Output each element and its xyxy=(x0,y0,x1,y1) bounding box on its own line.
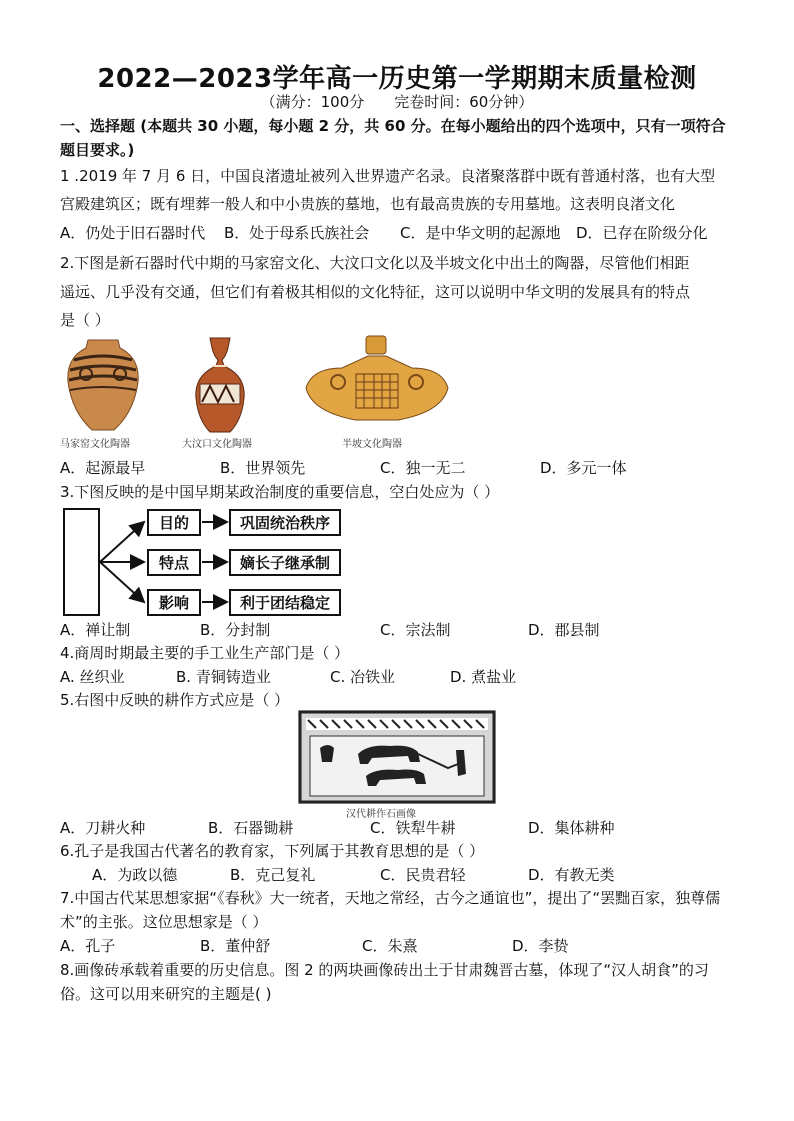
q5-option-d[interactable]: D．集体耕种 xyxy=(528,819,615,837)
q7-option-d[interactable]: D．李贽 xyxy=(512,937,569,955)
q7-option-a[interactable]: A．孔子 xyxy=(60,937,116,955)
q6-option-a[interactable]: A．为政以德 xyxy=(92,866,178,884)
plowing-stone-relief-image xyxy=(298,710,496,804)
q1-option-c[interactable]: C．是中华文明的起源地 xyxy=(400,224,561,242)
exam-info xyxy=(0,91,794,112)
pottery-caption-dawenkou: 大汶口文化陶器 xyxy=(182,439,252,450)
q2-option-b[interactable]: B．世界领先 xyxy=(220,459,306,477)
question-7-text-cont: 术”的主张。这位思想家是（ ） xyxy=(60,913,268,931)
score-info: （满分：100分 xyxy=(260,93,365,111)
q6-option-c[interactable]: C．民贵君轻 xyxy=(380,866,466,884)
q4-option-b[interactable]: B. 青铜铸造业 xyxy=(176,668,271,686)
q3-option-a[interactable]: A．禅让制 xyxy=(60,621,131,639)
q1-option-d[interactable]: D．已存在阶级分化 xyxy=(576,224,708,242)
q6-option-d[interactable]: D．有教无类 xyxy=(528,866,615,884)
q5-option-a[interactable]: A．刀耕火种 xyxy=(60,819,146,837)
q2-option-c[interactable]: C．独一无二 xyxy=(380,459,466,477)
diagram-blank-box xyxy=(63,508,100,616)
page-title: 2022—2023学年高一历史第一学期期末质量检测 xyxy=(97,64,697,94)
q7-option-c[interactable]: C．朱熹 xyxy=(362,937,418,955)
question-2-text-end: 是（ ） xyxy=(60,311,110,329)
relief-caption: 汉代耕作石画像 xyxy=(346,809,416,820)
q1-option-a[interactable]: A．仍处于旧石器时代 xyxy=(60,224,206,242)
section-heading-cont: 题目要求。) xyxy=(60,141,135,159)
q4-option-d[interactable]: D. 煮盐业 xyxy=(450,668,517,686)
time-info: 完卷时间：60分钟） xyxy=(394,93,534,111)
diagram-value-impact: 利于团结稳定 xyxy=(229,589,341,616)
question-8-text-cont: 俗。这可以用来研究的主题是( ) xyxy=(60,985,272,1003)
majiayao-pottery-image xyxy=(58,334,148,434)
diagram-value-feature: 嫡长子继承制 xyxy=(229,549,341,576)
question-8-text: 8.画像砖承载着重要的历史信息。图 2 的两块画像砖出土于甘肃魏晋古墓，体现了“汉人胡食”的习 xyxy=(60,961,709,979)
diagram-label-impact: 影响 xyxy=(147,589,201,616)
q3-option-b[interactable]: B．分封制 xyxy=(200,621,271,639)
diagram-label-feature: 特点 xyxy=(147,549,201,576)
section-heading: 一、选择题 (本题共 30 小题，每小题 2 分，共 60 分。在每小题给出的四个选项中，只有一项符合 xyxy=(60,117,726,135)
q3-option-c[interactable]: C．宗法制 xyxy=(380,621,451,639)
diagram-right-arrows xyxy=(201,506,231,618)
question-7-text: 7.中国古代某思想家据“《春秋》大一统者，天地之常经，古今之通谊也”，提出了“罢黜百家，独尊儒 xyxy=(60,889,721,907)
q3-option-d[interactable]: D．郡县制 xyxy=(528,621,600,639)
q2-option-d[interactable]: D．多元一体 xyxy=(540,459,627,477)
question-5-text: 5.右图中反映的耕作方式应是（ ） xyxy=(60,691,290,709)
question-1-text: 1 .2019 年 7 月 6 日，中国良渚遗址被列入世界遗产名录。良渚聚落群中既有普通村落，也有大型 xyxy=(60,167,716,185)
banpo-pottery-image xyxy=(302,334,452,432)
diagram-label-purpose: 目的 xyxy=(147,509,201,536)
question-1-text-cont: 宫殿建筑区；既有埋葬一般人和中小贵族的墓地，也有最高贵族的专用墓地。这表明良渚文化 xyxy=(60,195,676,213)
diagram-value-purpose: 巩固统治秩序 xyxy=(229,509,341,536)
q6-option-b[interactable]: B．克己复礼 xyxy=(230,866,316,884)
q4-option-a[interactable]: A. 丝织业 xyxy=(60,668,125,686)
diagram-arrows xyxy=(98,506,150,618)
q4-option-c[interactable]: C. 冶铁业 xyxy=(330,668,396,686)
pottery-caption-banpo: 半坡文化陶器 xyxy=(342,439,402,450)
q5-option-b[interactable]: B．石器锄耕 xyxy=(208,819,294,837)
q7-option-b[interactable]: B．董仲舒 xyxy=(200,937,271,955)
q2-option-a[interactable]: A．起源最早 xyxy=(60,459,146,477)
question-3-text: 3.下图反映的是中国早期某政治制度的重要信息，空白处应为（ ） xyxy=(60,483,500,501)
pottery-caption-majiayao: 马家窑文化陶器 xyxy=(60,439,130,450)
question-6-text: 6.孔子是我国古代著名的教育家，下列属于其教育思想的是（ ） xyxy=(60,842,485,860)
q5-option-c[interactable]: C．铁犁牛耕 xyxy=(370,819,456,837)
q1-option-b[interactable]: B．处于母系氏族社会 xyxy=(224,224,370,242)
question-2-text-cont: 遥远、几乎没有交通，但它们有着极其相似的文化特征，这可以说明中华文明的发展具有的特点 xyxy=(60,283,691,301)
question-4-text: 4.商周时期最主要的手工业生产部门是（ ） xyxy=(60,644,350,662)
dawenkou-pottery-image xyxy=(188,336,252,434)
question-2-text: 2.下图是新石器时代中期的马家窑文化、大汶口文化以及半坡文化中出土的陶器，尽管他们相距 xyxy=(60,254,690,272)
